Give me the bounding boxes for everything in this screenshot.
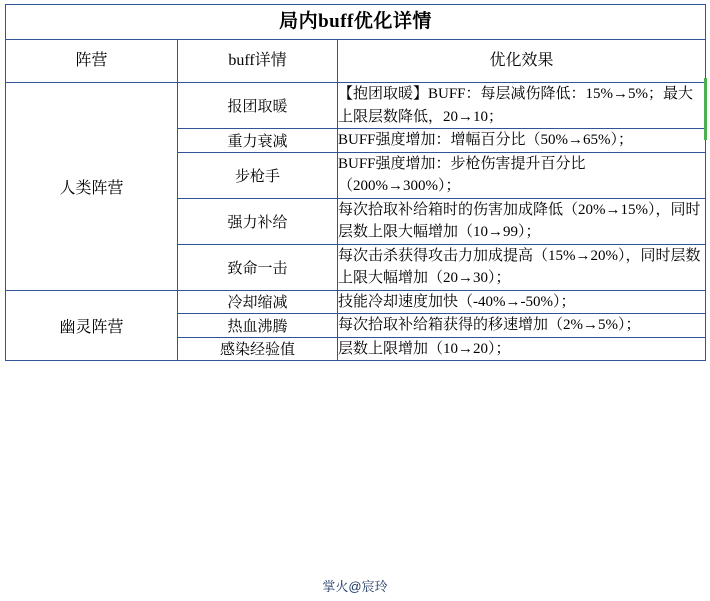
buff-optimization-table — [5, 4, 706, 361]
buff-effect: 每次击杀获得攻击力加成提高（15%→20%），同时层数上限大幅增加（20→30）； — [338, 244, 706, 290]
footer-credit: 掌火@宸玲 — [322, 579, 388, 594]
table-body — [6, 5, 706, 361]
buff-effect: 【抱团取暖】BUFF：每层减伤降低：15%→5%；最大上限层数降低，20→10； — [338, 83, 706, 129]
buff-effect: 每次拾取补给箱获得的移速增加（2%→5%）； — [338, 314, 706, 338]
buff-effect: 技能冷却速度加快（-40%→-50%）； — [338, 290, 706, 314]
page-title: 局内buff优化详情 — [6, 5, 706, 40]
column-header-effect: 优化效果 — [338, 40, 706, 83]
buff-name: 强力补给 — [178, 198, 338, 244]
table-row — [6, 83, 706, 129]
buff-effect: BUFF强度增加：步枪伤害提升百分比（200%→300%）； — [338, 152, 706, 198]
table-row — [6, 290, 706, 314]
faction-label-ghost: 幽灵阵营 — [6, 290, 178, 361]
title-row — [6, 5, 706, 40]
buff-name: 冷却缩减 — [178, 290, 338, 314]
buff-name: 报团取暖 — [178, 83, 338, 129]
header-row — [6, 40, 706, 83]
column-header-buff: buff详情 — [178, 40, 338, 83]
buff-name: 感染经验值 — [178, 337, 338, 361]
buff-effect: 层数上限增加（10→20）； — [338, 337, 706, 361]
accent-edge-marker — [704, 78, 707, 140]
buff-effect: 每次拾取补给箱时的伤害加成降低（20%→15%），同时层数上限大幅增加（10→99）； — [338, 198, 706, 244]
buff-name: 步枪手 — [178, 152, 338, 198]
buff-effect: BUFF强度增加：增幅百分比（50%→65%）； — [338, 129, 706, 153]
faction-label-human: 人类阵营 — [6, 83, 178, 291]
buff-name: 热血沸腾 — [178, 314, 338, 338]
buff-name: 重力衰减 — [178, 129, 338, 153]
column-header-faction: 阵营 — [6, 40, 178, 83]
buff-name: 致命一击 — [178, 244, 338, 290]
